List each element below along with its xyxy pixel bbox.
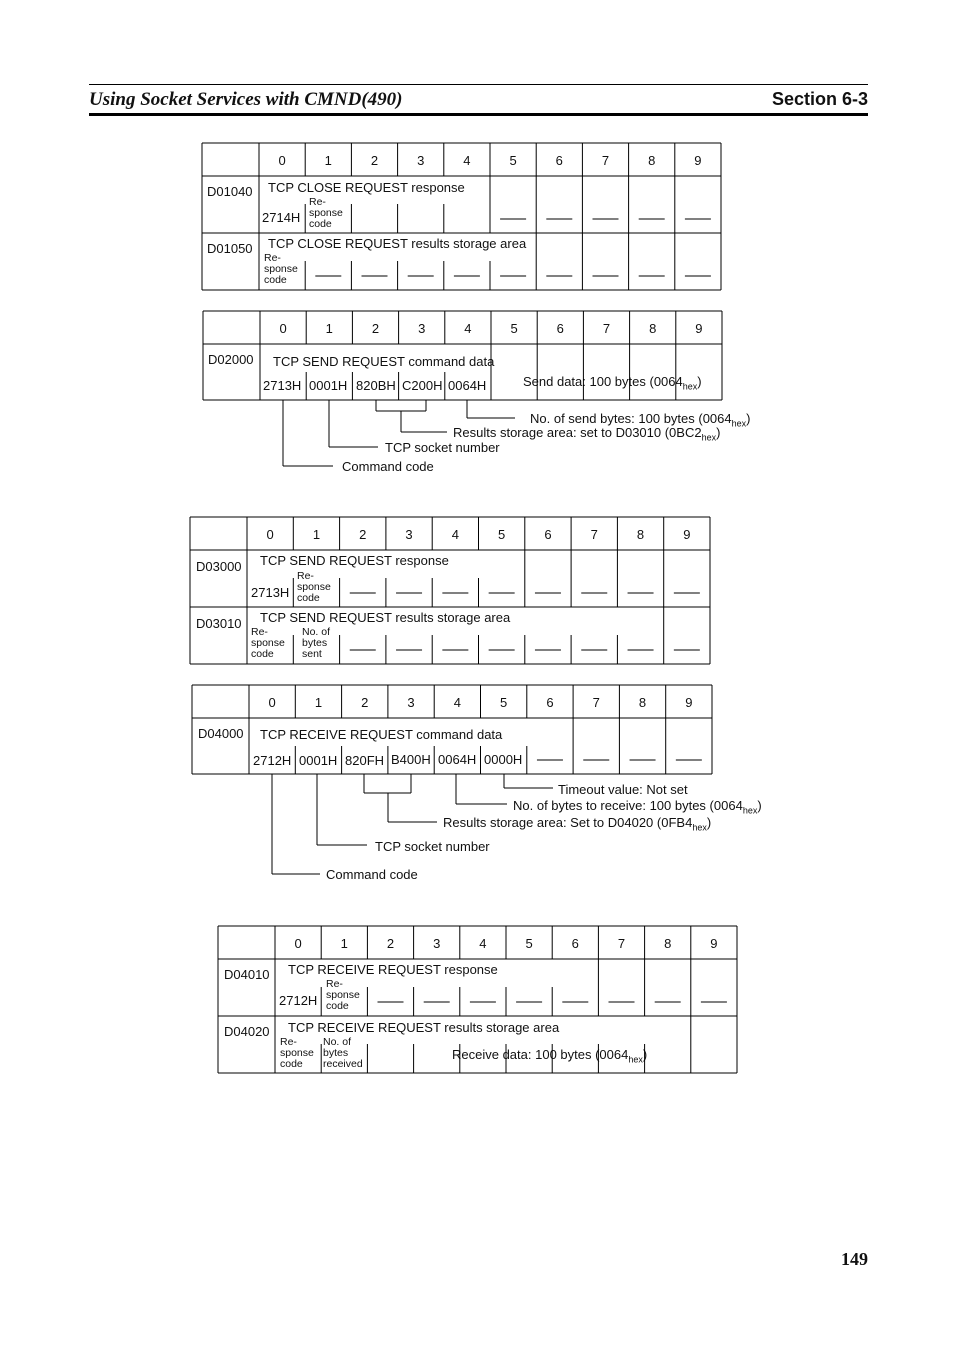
cell-value: B400H	[391, 752, 431, 767]
address-label: D03000	[196, 559, 242, 574]
column-number: 6	[546, 694, 554, 710]
column-number: 4	[453, 694, 461, 710]
page-number: 149	[841, 1249, 868, 1269]
column-number: 7	[590, 526, 598, 542]
cell-small: Re-	[251, 626, 268, 638]
column-number: 1	[314, 694, 323, 710]
annotation-timeout: Timeout value: Not set	[558, 782, 688, 797]
column-number: 5	[498, 526, 506, 542]
column-number: 2	[359, 526, 367, 542]
column-number: 1	[324, 152, 332, 168]
cell-small: Re-	[326, 978, 343, 990]
address-label: D04020	[224, 1024, 270, 1039]
cell-value: 2714H	[262, 210, 301, 225]
column-number: 2	[370, 152, 379, 168]
column-number: 1	[325, 320, 333, 336]
cell-value: 820FH	[345, 753, 385, 768]
column-number: 2	[371, 320, 380, 336]
address-label: D01040	[207, 184, 253, 199]
cell-small: code	[264, 274, 287, 286]
column-number: 3	[407, 694, 415, 710]
row-title: TCP CLOSE REQUEST response	[268, 180, 465, 195]
cell-small: Re-	[264, 252, 281, 264]
column-number: 6	[571, 935, 579, 951]
column-number: 8	[638, 694, 647, 710]
column-number: 9	[694, 152, 702, 168]
annotation-results-storage: Results storage area: Set to D04020 $(0FB4_{hex})$	[443, 815, 712, 833]
column-number: 0	[266, 526, 274, 542]
column-number: 7	[601, 152, 610, 168]
column-number: 4	[463, 152, 471, 168]
address-label: D03010	[196, 616, 242, 631]
row-title: TCP RECEIVE REQUEST results storage area	[288, 1020, 560, 1035]
annotation-socket-number: TCP socket number	[375, 839, 490, 854]
address-label: D02000	[208, 352, 254, 367]
cell-small: code	[326, 1000, 349, 1012]
column-number: 0	[278, 152, 286, 168]
cell-value: 2712H	[279, 993, 318, 1008]
annotation-command-code: Command code	[342, 459, 434, 474]
row-title: TCP SEND REQUEST command data	[273, 354, 495, 369]
column-number: 2	[386, 935, 395, 951]
cell-value: 0064H	[438, 752, 477, 767]
cell-small: code	[251, 648, 274, 660]
row-title: TCP CLOSE REQUEST results storage area	[268, 236, 527, 251]
column-number: 1	[340, 935, 348, 951]
column-number: 3	[405, 526, 413, 542]
column-number: 4	[464, 320, 472, 336]
column-number: 7	[617, 935, 626, 951]
column-number: 6	[555, 152, 563, 168]
column-number: 8	[636, 526, 645, 542]
cell-small: code	[309, 218, 332, 230]
cell-value: 2712H	[253, 753, 292, 768]
column-number: 8	[664, 935, 672, 951]
cell-value: 2713H	[263, 378, 302, 393]
column-number: 9	[695, 320, 703, 336]
column-number: 0	[279, 320, 287, 336]
cell-small: bytes	[323, 1047, 349, 1059]
cell-small: Re-	[297, 570, 314, 582]
annotation-socket-number: TCP socket number	[385, 440, 500, 455]
column-number: 3	[418, 320, 426, 336]
row-title: TCP RECEIVE REQUEST command data	[260, 727, 503, 742]
cell-small: bytes	[302, 637, 328, 649]
column-number: 8	[648, 152, 656, 168]
column-number: 9	[710, 935, 718, 951]
address-label: D04010	[224, 967, 270, 982]
column-number: 6	[544, 526, 552, 542]
column-number: 6	[556, 320, 564, 336]
header-rule-bottom	[89, 113, 868, 116]
column-number: 4	[479, 935, 487, 951]
cell-small: No. of	[323, 1036, 352, 1048]
cell-small: sponse	[264, 263, 298, 275]
annotation-send-bytes: No. of send bytes: 100 bytes $(0064_{hex})$	[530, 411, 751, 429]
header-section: Section 6-3	[771, 89, 868, 109]
column-number: 5	[509, 152, 517, 168]
row-title: TCP SEND REQUEST response	[260, 553, 449, 568]
column-number: 0	[268, 694, 276, 710]
cell-small: sponse	[251, 637, 285, 649]
column-number: 3	[417, 152, 425, 168]
annotation-results-storage: Results storage area: set to D03010 $(0BC2_{hex})$	[453, 425, 721, 443]
row-title: TCP RECEIVE REQUEST response	[288, 962, 498, 977]
address-label: D04000	[198, 726, 244, 741]
cell-value: 0001H	[299, 753, 338, 768]
cell-value: C200H	[402, 378, 443, 393]
cell-small: sponse	[280, 1047, 314, 1059]
send-data-label: Send data: 100 bytes $(0064_{hex})$	[523, 374, 702, 392]
cell-small: code	[280, 1058, 303, 1070]
header-title: Using Socket Services with CMND(490)	[89, 89, 403, 110]
column-number: 5	[525, 935, 533, 951]
cell-small: Re-	[309, 196, 326, 208]
column-number: 1	[312, 526, 321, 542]
column-number: 9	[683, 526, 691, 542]
cell-small: Re-	[280, 1036, 297, 1048]
cell-value: 0001H	[309, 378, 348, 393]
column-number: 4	[451, 526, 459, 542]
cell-value: 0064H	[448, 378, 487, 393]
column-number: 9	[685, 694, 693, 710]
annotation-bytes-to-receive: No. of bytes to receive: 100 bytes $(0064_{hex})$	[513, 798, 762, 816]
column-number: 0	[294, 935, 302, 951]
row-title: TCP SEND REQUEST results storage area	[260, 610, 511, 625]
cell-small: sponse	[297, 581, 331, 593]
receive-data-label: Receive data: 100 bytes $(0064_{hex})$	[452, 1047, 648, 1065]
cell-small: received	[323, 1058, 363, 1070]
column-number: 5	[500, 694, 508, 710]
cell-small: sponse	[326, 989, 360, 1001]
column-number: 2	[361, 694, 369, 710]
cell-small: sent	[302, 648, 322, 660]
cell-value: 820BH	[356, 378, 396, 393]
column-number: 3	[433, 935, 441, 951]
cell-small: sponse	[309, 207, 343, 219]
cell-value: 2713H	[251, 585, 290, 600]
column-number: 7	[602, 320, 611, 336]
column-number: 7	[592, 694, 600, 710]
column-number: 5	[510, 320, 518, 336]
column-number: 8	[649, 320, 657, 336]
address-label: D01050	[207, 241, 253, 256]
cell-value: 0000H	[484, 752, 523, 767]
annotation-command-code: Command code	[326, 867, 418, 882]
header-rule-top	[89, 84, 868, 85]
cell-small: No. of	[302, 626, 331, 638]
cell-small: code	[297, 592, 320, 604]
